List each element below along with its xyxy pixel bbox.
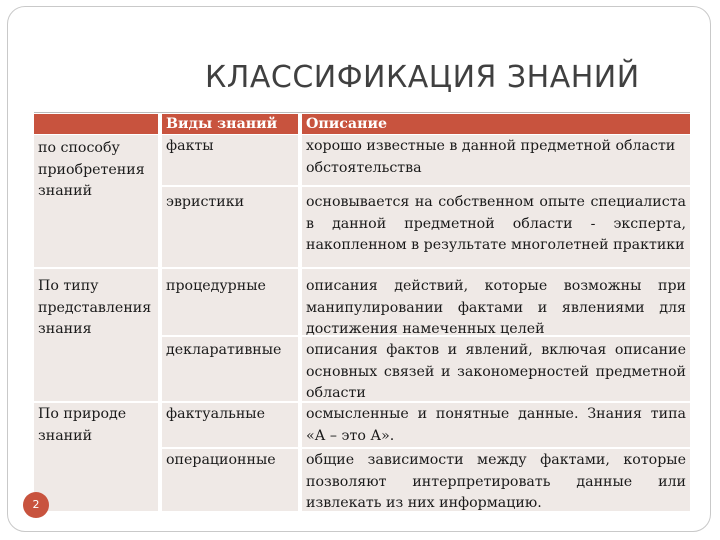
kind-facts: факты bbox=[162, 135, 298, 185]
group-acquisition-label: по способу приобретения знаний bbox=[34, 135, 158, 267]
kind-operational: операционные bbox=[162, 449, 298, 511]
description-declarative: описания фактов и явлений, включая описание основных связей и закономерностей предметной области bbox=[302, 337, 690, 401]
title-divider bbox=[34, 112, 690, 113]
description-operational: общие зависимости между фактами, которые позволяют интерпретировать данные или извлекать из них информацию. bbox=[302, 449, 690, 511]
kind-factual: фактуальные bbox=[162, 403, 298, 447]
description-procedural: описания действий, которые возможны при манипулировании фактами и явлениями для достижения намеченных целей bbox=[302, 269, 690, 335]
kind-declarative: декларативные bbox=[162, 337, 298, 401]
slide-title: КЛАССИФИКАЦИЯ ЗНАНИЙ bbox=[205, 60, 640, 95]
header-cell-empty bbox=[34, 114, 158, 134]
kind-heuristics: эвристики bbox=[162, 187, 298, 267]
kind-procedural: процедурные bbox=[162, 269, 298, 335]
description-heuristics: основывается на собственном опыте специалиста в данной предметной области - эксперта, накопленном в результате многолетней практики bbox=[302, 187, 690, 267]
description-factual: осмысленные и понятные данные. Знания типа «А – это А». bbox=[302, 403, 690, 447]
header-description: Описание bbox=[302, 114, 690, 134]
group-nature-label: По природе знаний bbox=[34, 403, 158, 511]
header-kinds: Виды знаний bbox=[162, 114, 298, 134]
group-representation-label: По типу представления знания bbox=[34, 269, 158, 401]
slide-number-badge: 2 bbox=[23, 492, 49, 518]
description-facts: хорошо известные в данной предметной области обстоятельства bbox=[302, 135, 690, 185]
